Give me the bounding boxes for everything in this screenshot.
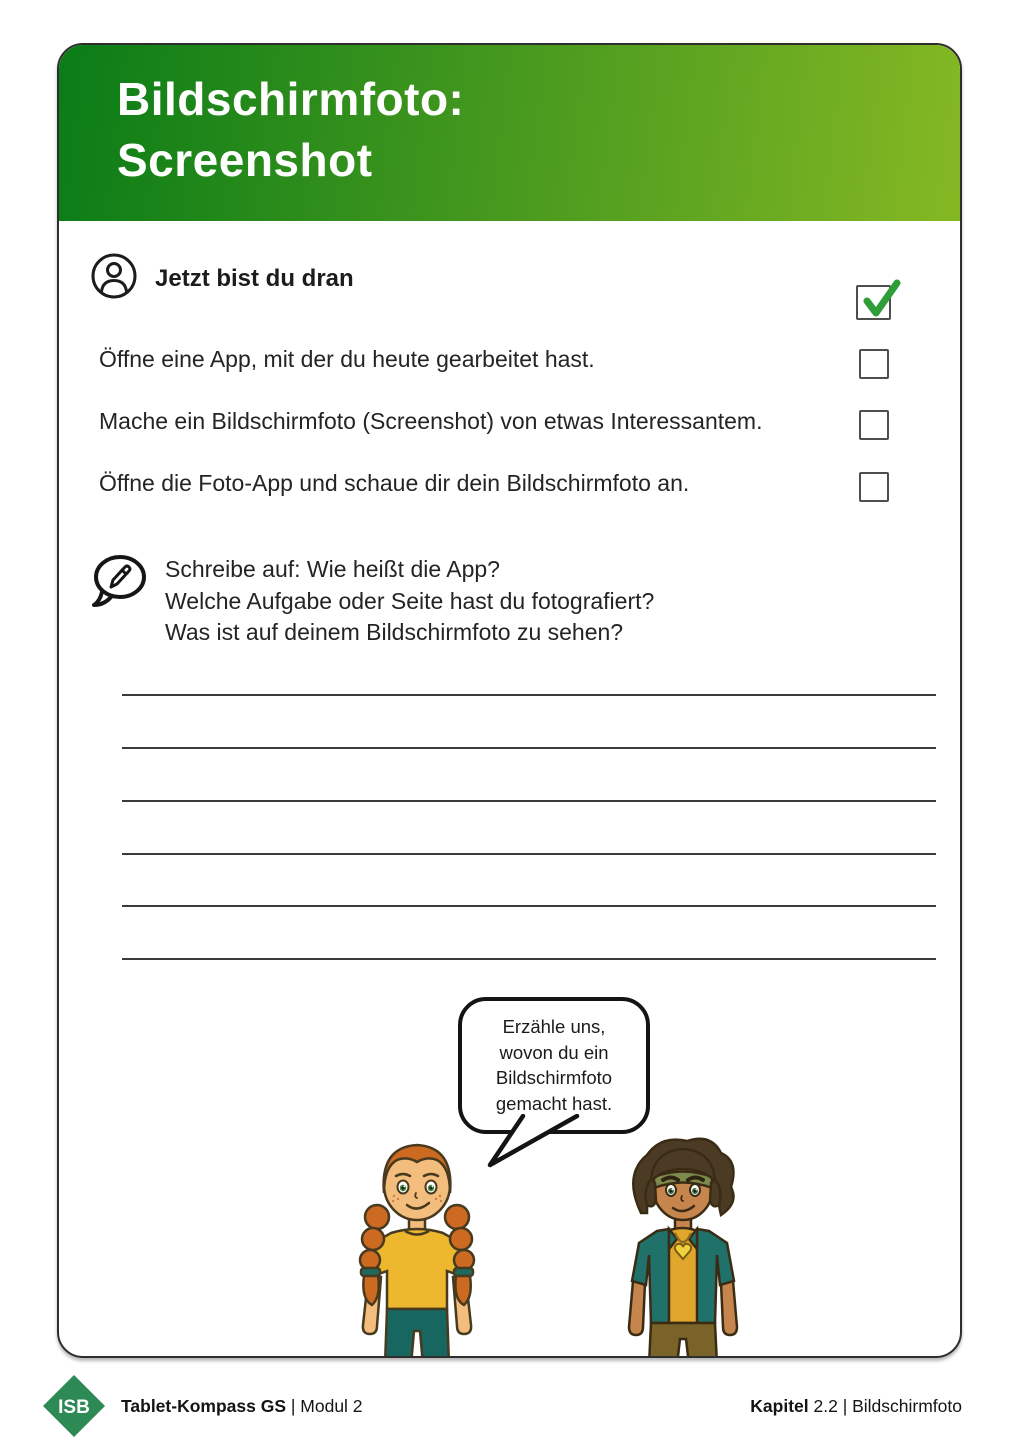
footer-chapter-label: Kapitel bbox=[750, 1396, 809, 1416]
task-label-1: Öffne eine App, mit der du heute gearbeitet hast. bbox=[99, 346, 595, 372]
writing-line-6[interactable] bbox=[122, 958, 936, 960]
speech-bubble-line-3: Bildschirmfoto bbox=[495, 1067, 613, 1088]
speech-bubble-line-1: Erzähle uns, bbox=[502, 1016, 606, 1037]
isb-logo-text: ISB bbox=[58, 1397, 90, 1418]
worksheet-card bbox=[57, 43, 962, 1358]
now-your-turn-heading bbox=[90, 252, 354, 305]
task-checkbox-2[interactable] bbox=[859, 410, 889, 440]
footer-chapter-value: 2.2 | Bildschirmfoto bbox=[813, 1396, 962, 1416]
page-title bbox=[117, 69, 464, 191]
write-prompt bbox=[165, 554, 654, 649]
writing-line-2[interactable] bbox=[122, 747, 936, 749]
task-checkbox-3[interactable] bbox=[859, 472, 889, 502]
footer-left-text bbox=[121, 1396, 363, 1417]
character-boy-with-headband bbox=[615, 1127, 751, 1358]
task-label-2: Mache ein Bildschirmfoto (Screenshot) von etwas Interessantem. bbox=[99, 408, 763, 434]
write-prompt-line-1: Schreibe auf: Wie heißt die App? bbox=[165, 556, 500, 582]
writing-line-5[interactable] bbox=[122, 905, 936, 907]
footer-right-text bbox=[750, 1396, 962, 1417]
footer-series-name: Tablet-Kompass GS bbox=[121, 1395, 286, 1416]
check-icon bbox=[858, 275, 904, 323]
speech-bubble-line-2: wovon du ein bbox=[499, 1041, 609, 1063]
footer-module: | Modul 2 bbox=[290, 1395, 363, 1416]
page-title-line-1: Bildschirmfoto: bbox=[117, 73, 465, 125]
header-banner bbox=[59, 45, 960, 221]
writing-line-4[interactable] bbox=[122, 853, 936, 855]
writing-line-3[interactable] bbox=[122, 800, 936, 802]
speech-bubble-tail bbox=[455, 1114, 595, 1170]
page-title-line-2: Screenshot bbox=[117, 134, 373, 186]
writing-line-1[interactable] bbox=[122, 694, 936, 696]
task-checkbox-1[interactable] bbox=[859, 349, 889, 379]
write-prompt-line-2: Welche Aufgabe oder Seite hast du fotografiert? bbox=[165, 587, 655, 614]
example-checkbox-checked[interactable] bbox=[856, 285, 891, 320]
pencil-speech-icon bbox=[88, 551, 150, 618]
section-heading: Jetzt bist du dran bbox=[155, 264, 354, 292]
person-icon bbox=[90, 252, 138, 305]
write-prompt-line-3: Was ist auf deinem Bildschirmfoto zu sehen? bbox=[165, 619, 624, 645]
task-label-3: Öffne die Foto-App und schaue dir dein Bildschirmfoto an. bbox=[99, 470, 690, 496]
footer-left bbox=[42, 1374, 363, 1438]
isb-logo bbox=[42, 1374, 106, 1438]
speech-bubble-line-4: gemacht hast. bbox=[495, 1092, 613, 1114]
